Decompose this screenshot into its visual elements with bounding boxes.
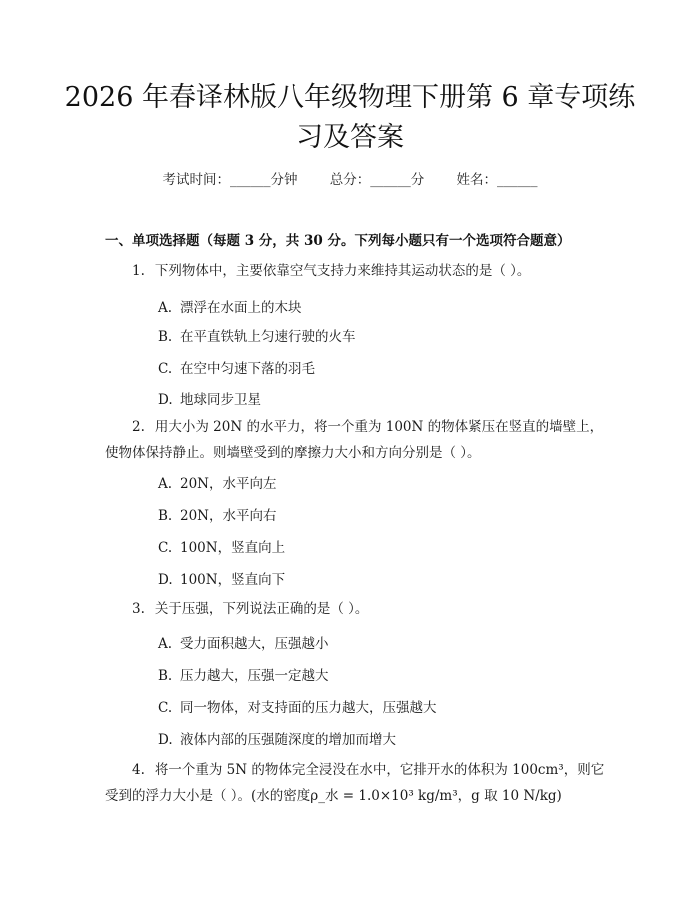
- option-2c: [158, 536, 285, 556]
- document-title: 2026 年春译林版八年级物理下册第 6 章专项练习及答案: [64, 82, 636, 153]
- option-1a: [158, 296, 302, 316]
- question-number: 3.: [132, 601, 145, 617]
- option-letter: D.: [158, 732, 173, 748]
- option-2b: [158, 504, 277, 524]
- section-heading: 一、单项选择题（每题 3 分，共 30 分。下列每小题只有一个选项符合题意）: [105, 233, 571, 249]
- option-letter: D.: [158, 572, 173, 588]
- exam-time: 考试时间：______分钟: [162, 172, 298, 188]
- option-1c: [158, 357, 315, 377]
- option-letter: B.: [158, 668, 173, 684]
- option-text: 20N，水平向右: [180, 508, 277, 524]
- option-3d: [158, 728, 396, 748]
- option-text: 同一物体，对支持面的压力越大，压强越大: [180, 700, 437, 716]
- exam-meta: [0, 168, 700, 188]
- question-3: [105, 596, 605, 622]
- option-text: 地球同步卫星: [180, 392, 261, 408]
- option-letter: B.: [158, 329, 173, 345]
- question-number: 2.: [132, 419, 145, 435]
- question-text: 用大小为 20N 的水平力，将一个重为 100N 的物体紧压在竖直的墙壁上，使物体保持静止。则墙壁受到的摩擦力大小和方向分别是（ ）。: [105, 419, 604, 461]
- option-text: 液体内部的压强随深度的增加而增大: [180, 732, 396, 748]
- option-letter: B.: [158, 508, 173, 524]
- option-2d: [158, 568, 285, 588]
- option-text: 受力面积越大，压强越小: [180, 636, 329, 652]
- option-letter: C.: [158, 361, 173, 377]
- option-2a: [158, 472, 277, 492]
- option-3a: [158, 632, 329, 652]
- question-text: 将一个重为 5N 的物体完全浸没在水中，它排开水的体积为 100cm³，则它受到的浮力大小是（ ）。(水的密度ρ_水 = 1.0×10³ kg/m³，g 取 10 N/kg): [105, 762, 605, 804]
- option-letter: A.: [158, 476, 173, 492]
- option-1d: [158, 388, 261, 408]
- option-text: 20N，水平向左: [180, 476, 277, 492]
- option-text: 100N，竖直向下: [180, 572, 286, 588]
- question-number: 1.: [132, 263, 145, 279]
- question-4: [105, 757, 605, 809]
- question-1: [105, 258, 605, 284]
- student-name: 姓名：______: [456, 172, 538, 188]
- option-letter: A.: [158, 300, 173, 316]
- option-text: 在空中匀速下落的羽毛: [180, 361, 315, 377]
- question-text: 下列物体中，主要依靠空气支持力来维持其运动状态的是（ ）。: [154, 263, 531, 279]
- option-text: 在平直铁轨上匀速行驶的火车: [180, 329, 356, 345]
- option-letter: A.: [158, 636, 173, 652]
- option-1b: [158, 325, 356, 345]
- option-letter: C.: [158, 700, 173, 716]
- option-text: 100N，竖直向上: [180, 540, 286, 556]
- option-3b: [158, 664, 329, 684]
- option-3c: [158, 696, 437, 716]
- question-text: 关于压强，下列说法正确的是（ ）。: [154, 601, 369, 617]
- option-letter: C.: [158, 540, 173, 556]
- question-2: [105, 414, 605, 466]
- exam-total-score: 总分：______分: [329, 172, 425, 188]
- option-letter: D.: [158, 392, 173, 408]
- option-text: 压力越大，压强一定越大: [180, 668, 329, 684]
- option-text: 漂浮在水面上的木块: [180, 300, 302, 316]
- question-number: 4.: [132, 762, 145, 778]
